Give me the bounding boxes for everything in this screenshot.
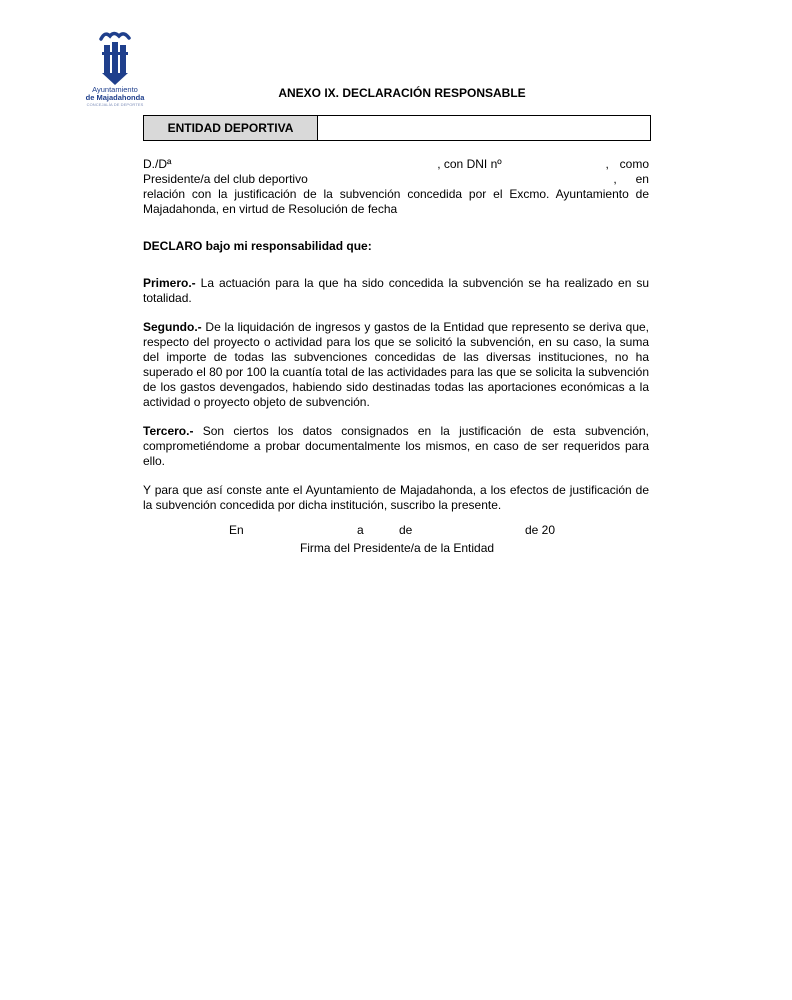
signature-caption: Firma del Presidente/a de la Entidad xyxy=(299,541,495,555)
signature-block xyxy=(0,521,792,557)
sig-year: de 20 xyxy=(525,523,556,537)
sig-en: En xyxy=(229,523,244,537)
segundo-text: De la liquidación de ingresos y gastos de la Entidad que represento se deriva que, respecto del proyecto o actividad para los que se solicitó la subvención, en su caso, la suma del importe de todas las subvenciones concedidas de las diversas instituciones, no ha superado el 80 por 100 la cuantía total de las actividades para las que se solicita la subvención de los gastos devengados, habiendo sido destinadas todas las aportaciones económicas a la actividad o proyecto objeto de subvención. xyxy=(143,320,649,409)
primero-text: La actuación para la que ha sido concedida la subvención se ha realizado en su totalidad. xyxy=(143,276,649,305)
closing-paragraph: Y para que así conste ante el Ayuntamiento de Majadahonda, a los efectos de justificación de la subvención concedida por dicha institución, suscribo la presente. xyxy=(143,483,649,512)
comma-2: , xyxy=(613,172,617,186)
dni-label: , con DNI nº xyxy=(437,157,502,171)
tercero-paragraph xyxy=(143,424,649,469)
comma-1: , xyxy=(605,157,609,171)
tercero-label: Tercero.- xyxy=(143,424,194,438)
sig-de: de xyxy=(399,523,413,537)
declaration-body xyxy=(143,157,649,513)
logo-line-3: CONCEJALÍA DE DEPORTES xyxy=(86,102,144,107)
entity-table xyxy=(143,115,651,141)
place-date-line xyxy=(0,521,792,539)
segundo-label: Segundo.- xyxy=(143,320,202,334)
primero-paragraph xyxy=(143,276,649,306)
presidente-label: Presidente/a del club deportivo xyxy=(143,172,308,186)
logo-line-1: Ayuntamiento xyxy=(92,85,138,94)
entity-label: ENTIDAD DEPORTIVA xyxy=(144,116,318,140)
segundo-paragraph xyxy=(143,320,649,410)
document-title: ANEXO IX. DECLARACIÓN RESPONSABLE xyxy=(278,86,526,100)
primero-label: Primero.- xyxy=(143,276,196,290)
intro-rest: relación con la justificación de la subvención concedida por el Excmo. Ayuntamiento de Majadahonda, en virtud de Resolución de fecha xyxy=(143,187,649,216)
tercero-text: Son ciertos los datos consignados en la justificación de esta subvención, comprometiéndome a probar documentalmente los mismos, en caso de ser requeridos para ello. xyxy=(143,424,649,468)
sig-a: a xyxy=(357,523,364,537)
entity-value-field[interactable] xyxy=(318,116,650,140)
en-label: en xyxy=(635,172,649,186)
declaro-heading: DECLARO bajo mi responsabilidad que: xyxy=(143,239,372,253)
dd-label: D./Dª xyxy=(143,157,172,171)
intro-line-2 xyxy=(143,172,649,187)
intro-line-1 xyxy=(143,157,649,172)
como-label: como xyxy=(619,157,649,171)
majadahonda-emblem-icon xyxy=(98,30,132,86)
logo-line-2: de Majadahonda xyxy=(85,93,145,102)
